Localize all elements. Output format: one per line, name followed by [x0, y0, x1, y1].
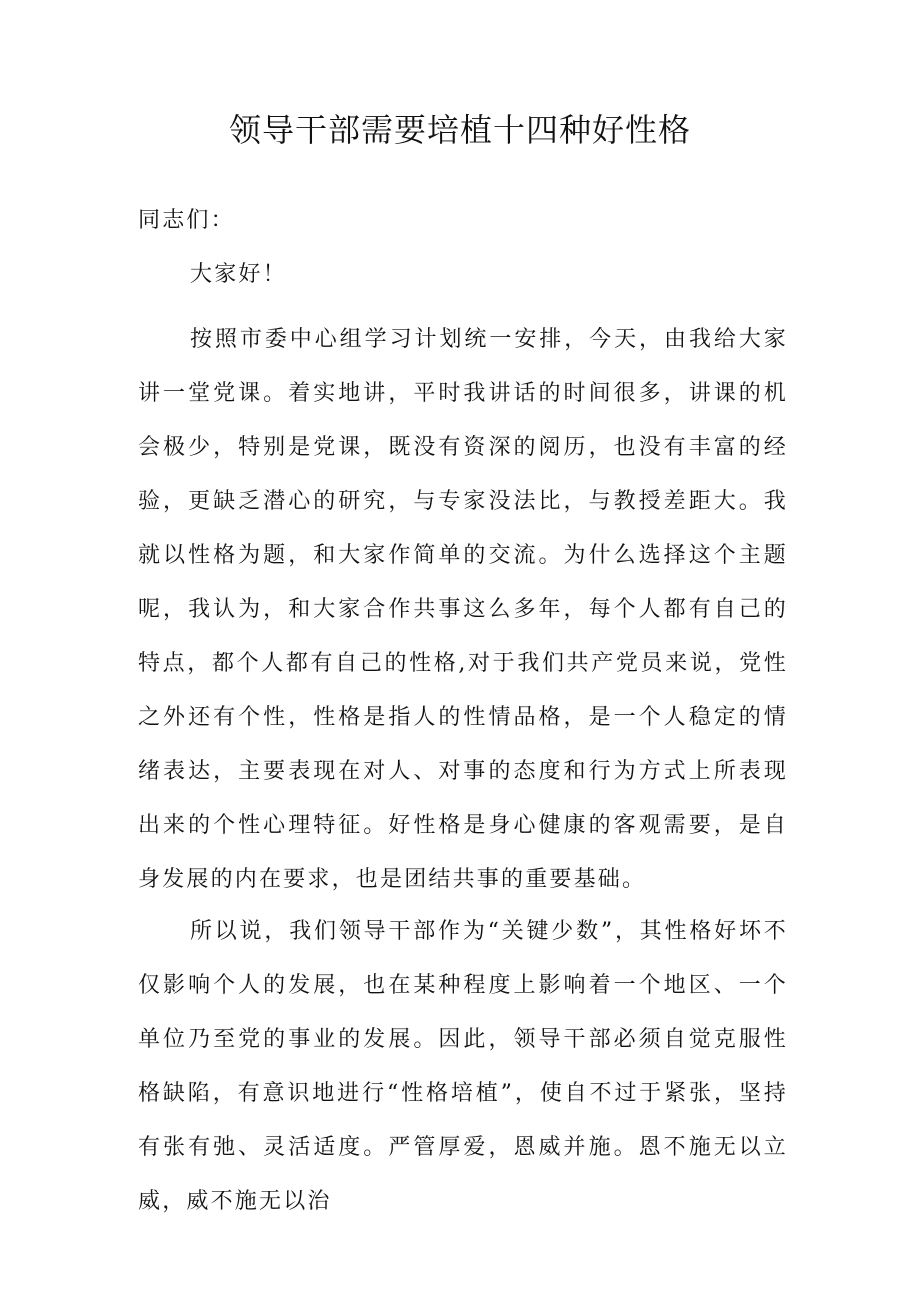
salutation: 同志们：	[138, 208, 235, 233]
paragraph-key-minority: 所以说，我们领导干部作为“关键少数”，其性格好坏不仅影响个人的发展，也在某种程度上影响着一个地区、一个单位乃至党的事业的发展。因此，领导干部必须自觉克服性格缺陷，有意识地进行“性格培植”，使自不过于紧张，坚持有张有弛、灵活适度。严管厚爱，恩威并施。恩不施无以立威，威不施无以治	[138, 919, 788, 1214]
greeting: 大家好！	[190, 262, 287, 287]
document-title: 领导干部需要培植十四种好性格	[228, 111, 691, 149]
paragraph-intro: 按照市委中心组学习计划统一安排，今天，由我给大家讲一堂党课。着实地讲，平时我讲话的时间很多，讲课的机会极少，特别是党课，既没有资深的阅历，也没有丰富的经验，更缺乏潜心的研究，与专家没法比，与教授差距大。我就以性格为题，和大家作简单的交流。为什么选择这个主题呢，我认为，和大家合作共事这么多年，每个人都有自己的特点，都个人都有自己的性格,对于我们共产党员来说，党性之外还有个性，性格是指人的性情品格，是一个人稳定的情绪表达，主要表现在对人、对事的态度和行为方式上所表现出来的个性心理特征。好性格是身心健康的客观需要，是自身发展的内在要求，也是团结共事的重要基础。	[138, 327, 788, 892]
